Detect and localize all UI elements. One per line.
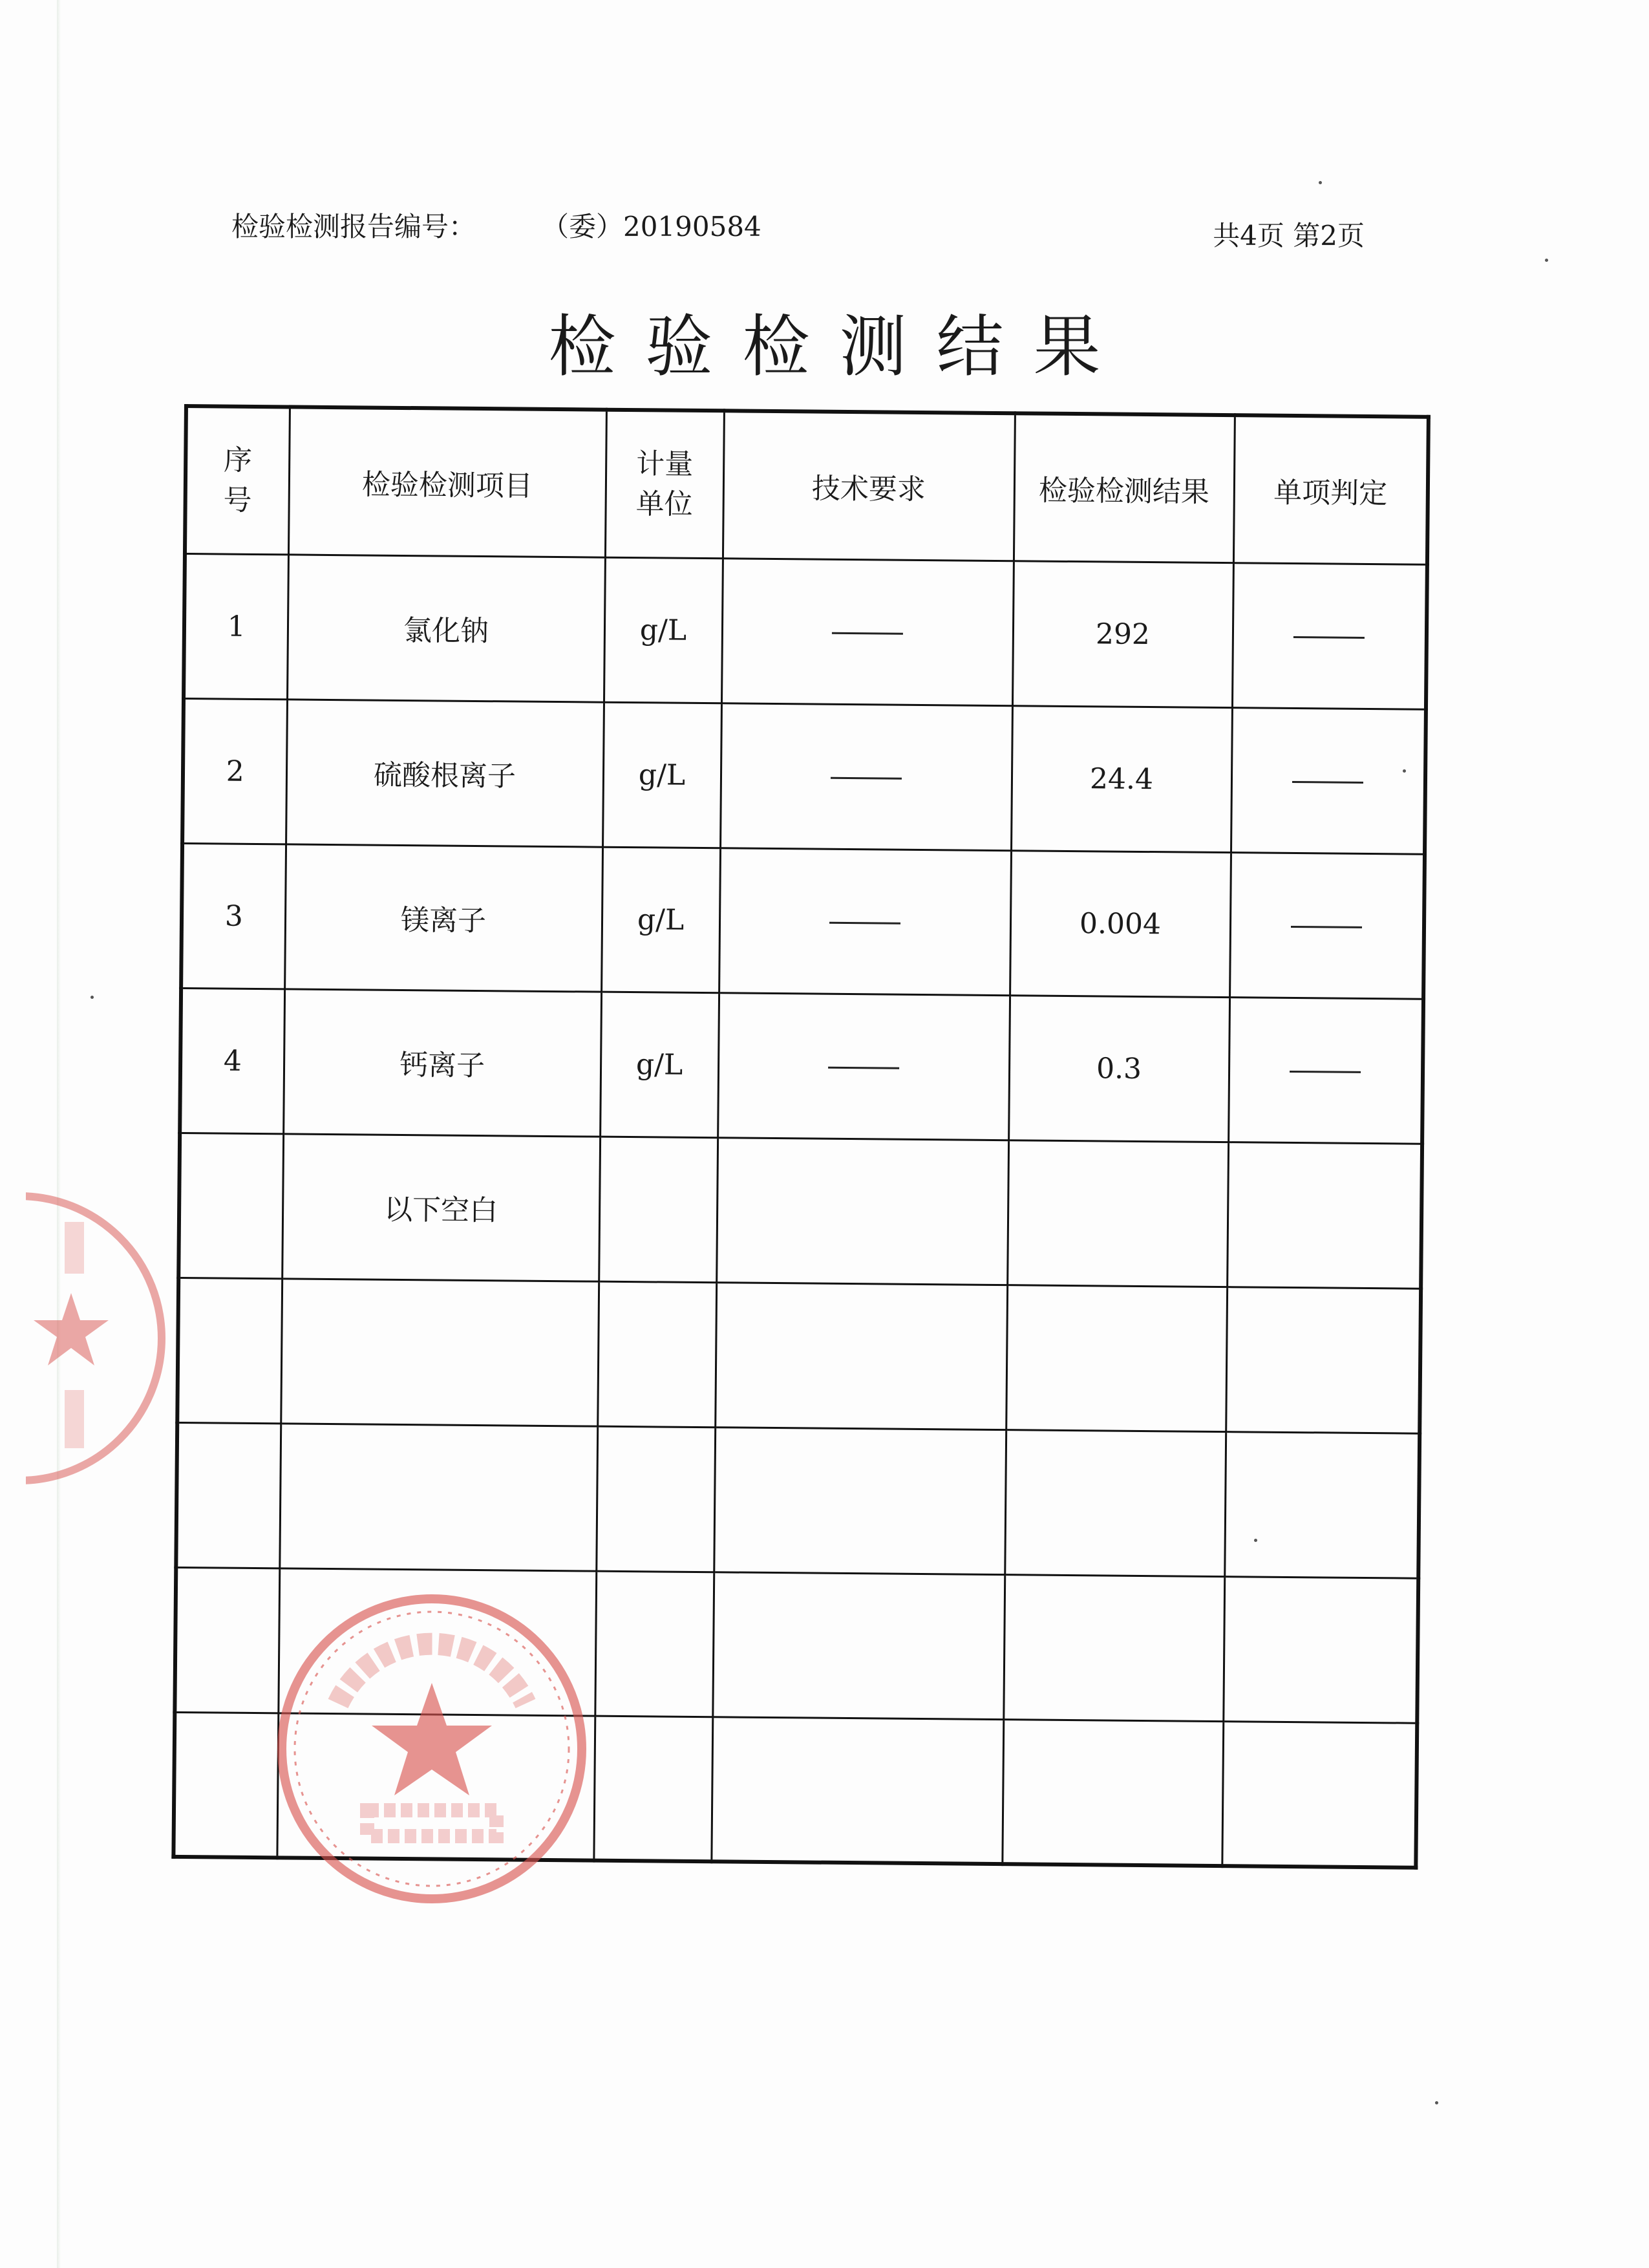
cell-requirement (721, 558, 1014, 705)
cell-verdict (1232, 562, 1427, 709)
partial-seal-stamp (26, 1183, 175, 1493)
cell-requirement (720, 703, 1012, 850)
table-row-empty (175, 1567, 1418, 1723)
cell-seq: 4 (180, 988, 284, 1133)
column-header-unit: 计量单位 (605, 410, 724, 559)
report-number: （委）20190584 (542, 211, 761, 242)
table-row (181, 843, 1425, 999)
cell-unit: g/L (602, 702, 721, 848)
table-row (180, 988, 1423, 1144)
cell-item: 钙离子 (283, 989, 601, 1136)
report-number-label: 检验检测报告编号： (231, 211, 476, 242)
dash-mark (829, 922, 900, 925)
cell-unit: g/L (604, 557, 723, 703)
table-row-empty (176, 1422, 1420, 1578)
dash-mark (832, 632, 903, 635)
partial-seal-ring (26, 1196, 162, 1481)
partial-seal-lettering (65, 1390, 84, 1448)
dash-mark (1293, 636, 1365, 639)
cell-seq: 2 (182, 698, 287, 844)
scan-speck (1435, 2101, 1438, 2104)
cell-unit (599, 1137, 718, 1283)
dash-mark (1291, 926, 1362, 928)
dash-mark (828, 1067, 899, 1069)
cell-result (1007, 1140, 1228, 1287)
document-title: 检验检测结果 (548, 307, 1131, 386)
column-header-result: 检验检测结果 (1014, 413, 1235, 562)
column-header-verdict: 单项判定 (1233, 415, 1429, 564)
cell-item: 硫酸根离子 (286, 699, 604, 846)
table-row-empty (177, 1278, 1421, 1433)
page-info: 共4页 第2页 (1213, 220, 1365, 251)
scan-speck (1319, 181, 1322, 184)
cell-item: 镁离子 (284, 844, 602, 991)
cell-result: 0.004 (1010, 850, 1231, 997)
cell-item: 氯化钠 (287, 554, 605, 701)
cell-requirement (716, 1137, 1008, 1285)
dash-mark (1290, 1071, 1361, 1073)
scan-speck (90, 996, 94, 999)
cell-verdict (1231, 707, 1426, 854)
cell-verdict (1228, 997, 1423, 1144)
cell-item-blank-note: 以下空白 (282, 1133, 600, 1281)
cell-result: 24.4 (1011, 705, 1232, 852)
cell-seq: 1 (184, 553, 288, 699)
cell-requirement (719, 848, 1011, 995)
column-header-item: 检验检测项目 (288, 407, 606, 557)
cell-seq (178, 1133, 283, 1278)
cell-result: 0.3 (1008, 995, 1229, 1142)
cell-requirement (718, 992, 1010, 1140)
cell-unit: g/L (600, 992, 719, 1138)
column-header-seq: 序号 (185, 406, 290, 554)
table-row (178, 1133, 1422, 1289)
results-table (171, 404, 1431, 1870)
table-row (182, 698, 1426, 854)
table-header-row (185, 406, 1429, 564)
dash-mark (831, 777, 902, 780)
column-header-requirement: 技术要求 (723, 411, 1015, 561)
cell-verdict (1229, 852, 1425, 999)
scan-speck (1254, 1539, 1257, 1542)
dash-mark (1292, 781, 1363, 784)
cell-verdict (1227, 1142, 1422, 1289)
partial-seal-lettering (65, 1222, 84, 1274)
cell-seq: 3 (181, 843, 286, 989)
scan-speck (1545, 259, 1548, 262)
scan-speck (1403, 769, 1406, 773)
cell-unit: g/L (601, 847, 720, 993)
table-row-empty (173, 1712, 1417, 1868)
star-icon (34, 1293, 109, 1365)
cell-result: 292 (1012, 561, 1233, 707)
table-row (184, 553, 1427, 709)
